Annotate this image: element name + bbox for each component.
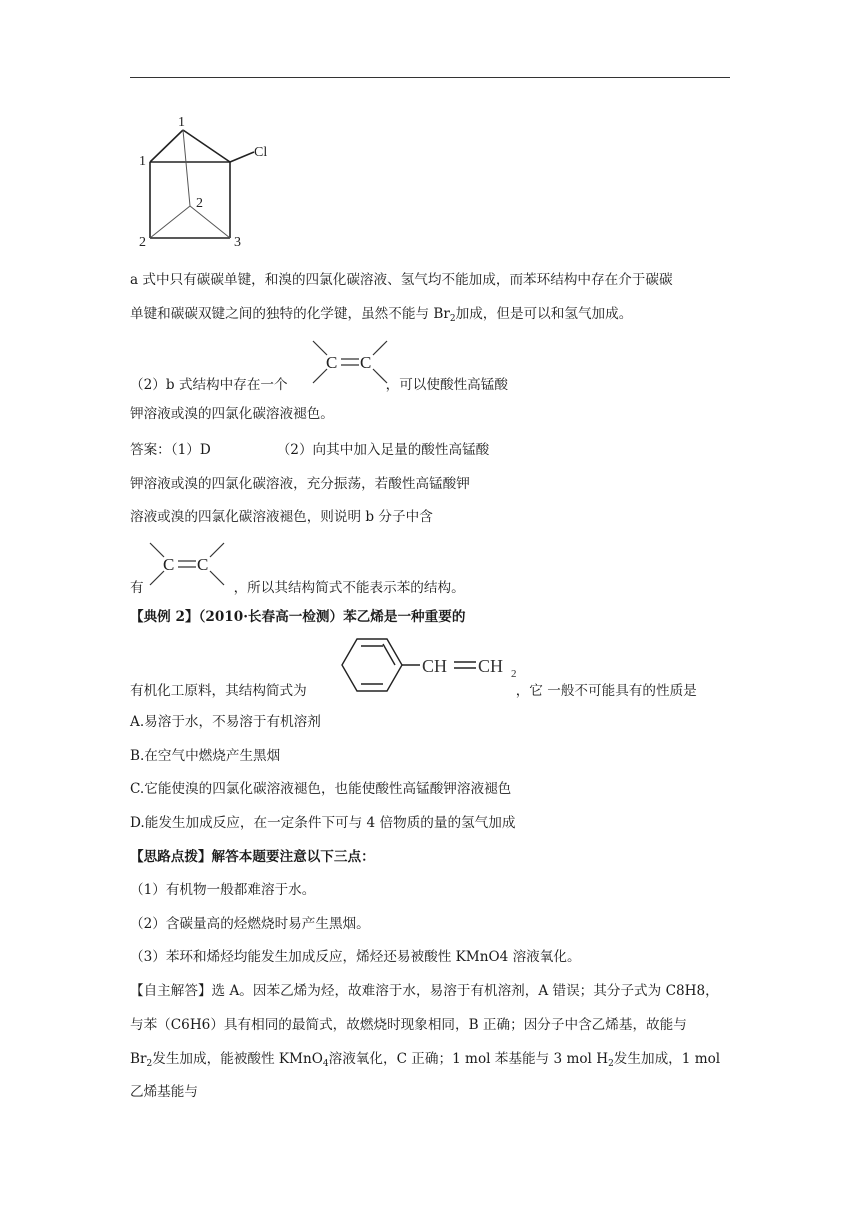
prism-label-center: 2	[196, 196, 203, 211]
text-line: （2）b 式结构中存在一个 ，可以使酸性高锰酸	[130, 377, 508, 393]
option-b: B.在空气中燃烧产生黑烟	[130, 748, 281, 764]
prism-label-bottom-left: 2	[139, 235, 146, 250]
option-d: D.能发生加成反应，在一定条件下可与 4 倍物质的量的氢气加成	[130, 815, 516, 831]
solution-line: 乙烯基能与	[130, 1084, 198, 1100]
svg-text:CH: CH	[422, 656, 448, 676]
text-line: 钾溶液或溴的四氯化碳溶液褪色。	[130, 406, 334, 422]
text-line: 单键和碳碳双键之间的独特的化学键，虽然不能与 $Br_2$加成，但是可以和氢气加成。	[130, 306, 633, 324]
svg-text:C: C	[326, 353, 338, 372]
prism-figure	[130, 110, 300, 255]
example-heading: 【典例 2】（2010·长春高一检测）苯乙烯是一种重要的	[130, 609, 466, 625]
option-a: A.易溶于水，不易溶于有机溶剂	[130, 714, 321, 730]
text-line: 钾溶液或溴的四氯化碳溶液，充分振荡，若酸性高锰酸钾	[130, 476, 470, 492]
prism-label-cl: Cl	[254, 145, 268, 160]
prism-label-left: 1	[139, 154, 146, 169]
svg-text:C: C	[163, 555, 175, 574]
header-rule	[130, 77, 730, 78]
text-line: 答案：（1）D （2）向其中加入足量的酸性高锰酸	[130, 442, 490, 458]
hint-item: （3）苯环和烯烃均能发生加成反应，烯烃还易被酸性 KMnO4 溶液氧化。	[130, 949, 581, 965]
svg-text:C: C	[197, 555, 209, 574]
svg-text:CH: CH	[478, 656, 504, 676]
solution-line: 与苯（C6H6）具有相同的最简式，故燃烧时现象相同，B 正确；因分子中含乙烯基，故能与	[130, 1017, 687, 1033]
hint-heading: 【思路点拨】解答本题要注意以下三点：	[130, 849, 375, 865]
solution-line: $Br_2$发生加成，能被酸性 KMnO$_4$溶液氧化，C 正确；1 mol 苯基能与 3 mol $H_2$发生加成，1 mol	[130, 1051, 721, 1069]
solution-line: 【自主解答】选 A。因苯乙烯为烃，故难溶于水，易溶于有机溶剂，A 错误；其分子式为 C8H8，	[130, 983, 719, 999]
text-line: 溶液或溴的四氯化碳溶液褪色，则说明 b 分子中含	[130, 509, 433, 525]
option-c: C.它能使溴的四氯化碳溶液褪色，也能使酸性高锰酸钾溶液褪色	[130, 781, 512, 797]
prism-label-top: 1	[178, 115, 185, 130]
svg-text:C: C	[360, 353, 372, 372]
prism-label-bottom-right: 3	[234, 235, 241, 250]
hint-item: （1）有机物一般都难溶于水。	[130, 882, 316, 898]
svg-text:2: 2	[511, 668, 517, 680]
text-line: 有机化工原料，其结构简式为 ，它 一般不可能具有的性质是	[130, 683, 697, 699]
text-line: a 式中只有碳碳单键，和溴的四氯化碳溶液、氢气均不能加成，而苯环结构中存在介于碳碳	[130, 272, 673, 288]
hint-item: （2）含碳量高的烃燃烧时易产生黑烟。	[130, 916, 370, 932]
text-line: 有 ，所以其结构简式不能表示苯的结构。	[130, 580, 465, 596]
